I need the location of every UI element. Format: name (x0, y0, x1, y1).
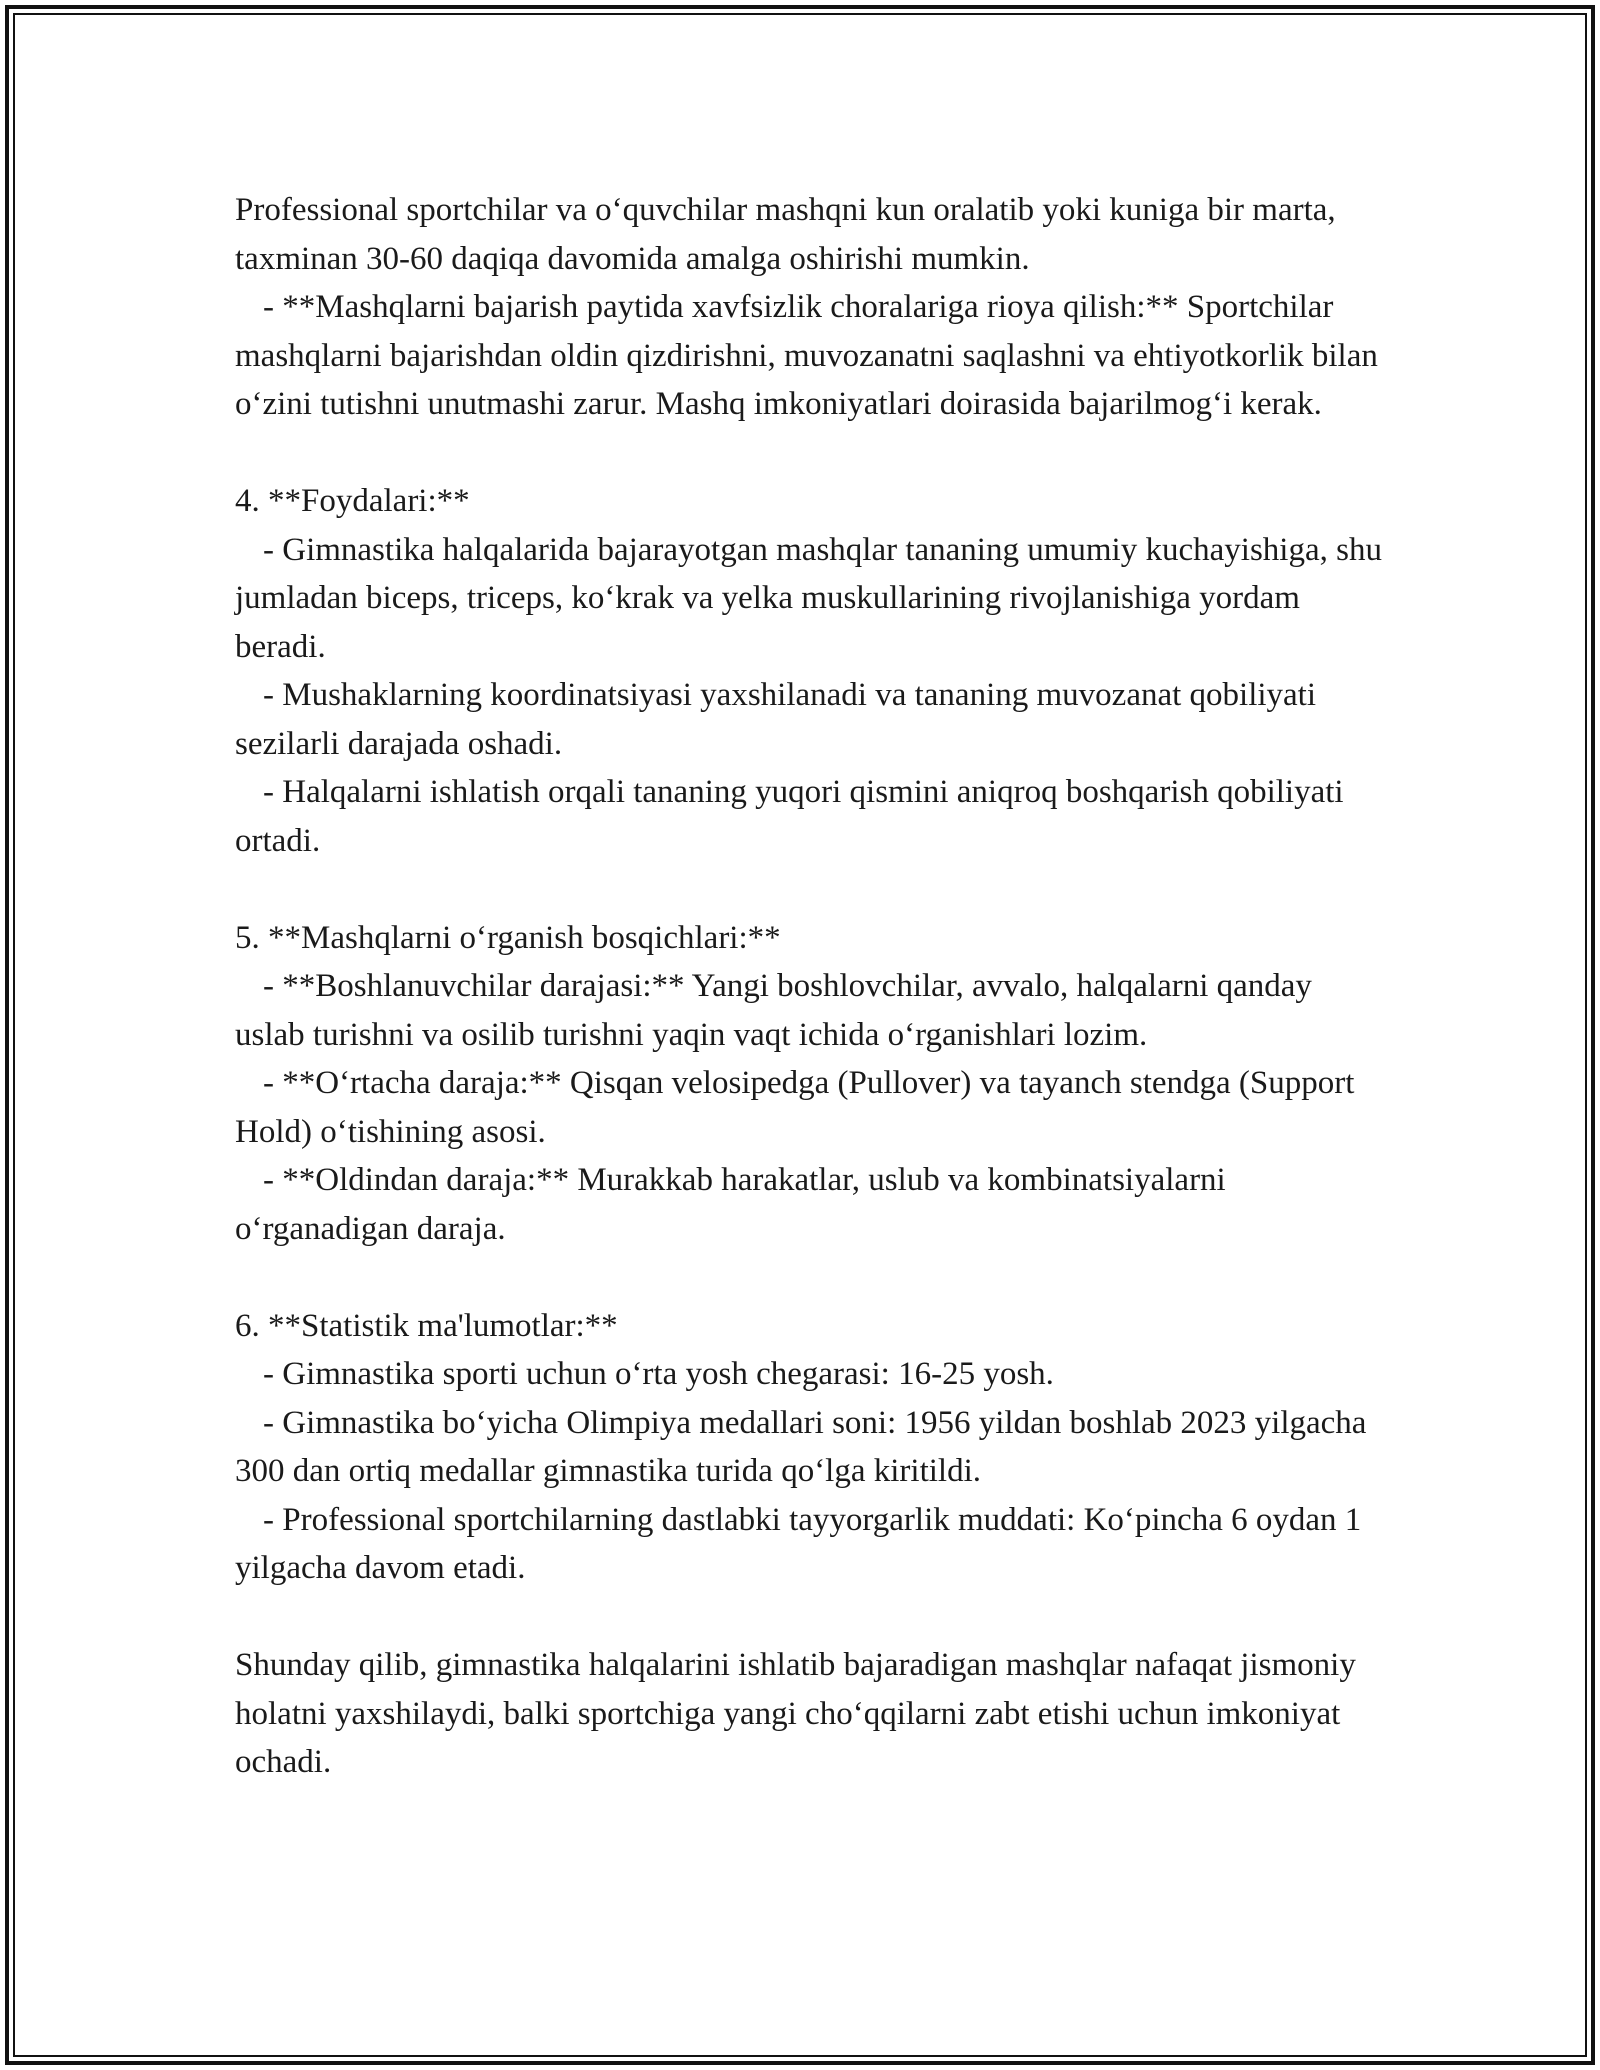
list-item-text: - **O‘rtacha daraja:** Qisqan velosipedga (Pullover) va tayanch stendga (Support Hold) o‘tishining asosi. (235, 1065, 1363, 1150)
list-item-text: - Gimnastika bo‘yicha Olimpiya medallari soni: 1956 yildan boshlab 2023 yilgacha 300 dan ortiq medallar gimnastika turida qo‘lga kiritildi. (235, 1404, 1375, 1489)
paragraph-gap (235, 865, 1385, 914)
section-5-item (235, 1156, 1385, 1253)
document-body (235, 186, 1391, 1787)
list-item-text: - **Boshlanuvchilar darajasi:** Yangi boshlovchilar, avvalo, halqalarni qanday uslab turishni va osilib turishni yaqin vaqt ichida o‘rganishlari lozim. (235, 968, 1321, 1053)
section-4-item (235, 671, 1385, 768)
paragraph-gap (235, 429, 1385, 478)
list-item-text: - Mushaklarning koordinatsiyasi yaxshilanadi va tananing muvozanat qobiliyati sezilarli darajada oshadi. (235, 677, 1325, 762)
paragraph-gap (235, 1253, 1385, 1302)
intro-paragraph: Professional sportchilar va o‘quvchilar mashqni kun oralatib yoki kuniga bir marta, taxminan 30-60 daqiqa davomida amalga oshirishi mumkin. (235, 192, 1344, 277)
section-4-item (235, 768, 1385, 865)
section-5-item (235, 1059, 1385, 1156)
section-5-item (235, 962, 1385, 1059)
section-5-heading: 5. **Mashqlarni o‘rganish bosqichlari:** (235, 919, 781, 956)
list-item-text: - Professional sportchilarning dastlabki tayyorgarlik muddati: Ko‘pincha 6 oydan 1 yilgacha davom etadi. (235, 1501, 1370, 1586)
section-6-heading: 6. **Statistik ma'lumotlar:** (235, 1307, 618, 1344)
section-6-item (235, 1350, 1385, 1399)
list-item-text: - **Oldindan daraja:** Murakkab harakatlar, uslub va kombinatsiyalarni o‘rganadigan daraja. (235, 1162, 1234, 1247)
safety-item-text: - **Mashqlarni bajarish paytida xavfsizlik choralariga rioya qilish:** Sportchilar mashqlarni bajarishdan oldin qizdirishni, muvozanatni saqlashni va ehtiyotkorlik bilan o‘zini tutishni unutmashi zarur. Mashq imkoniyatlari doirasida bajarilmog‘i kerak. (235, 289, 1387, 422)
section-6-item (235, 1399, 1385, 1496)
section-6-item (235, 1496, 1385, 1593)
safety-item (235, 283, 1385, 429)
paragraph-gap (235, 1593, 1385, 1642)
list-item-text: - Halqalarni ishlatish orqali tananing yuqori qismini aniqroq boshqarish qobiliyati ortadi. (235, 774, 1352, 859)
section-4-item (235, 526, 1391, 672)
list-item-text: - Gimnastika halqalarida bajarayotgan mashqlar tananing umumiy kuchayishiga, shu jumladan biceps, triceps, ko‘krak va yelka muskullarining rivojlanishiga yordam beradi. (235, 531, 1391, 665)
conclusion-paragraph: Shunday qilib, gimnastika halqalarini ishlatib bajaradigan mashqlar nafaqat jismoniy holatni yaxshilaydi, balki sportchiga yangi cho‘qqilarni zabt etishi uchun imkoniyat ochadi. (235, 1647, 1365, 1780)
section-4-heading: 4. **Foydalari:** (235, 483, 470, 519)
list-item-text: - Gimnastika sporti uchun o‘rta yosh chegarasi: 16-25 yosh. (263, 1356, 1054, 1392)
